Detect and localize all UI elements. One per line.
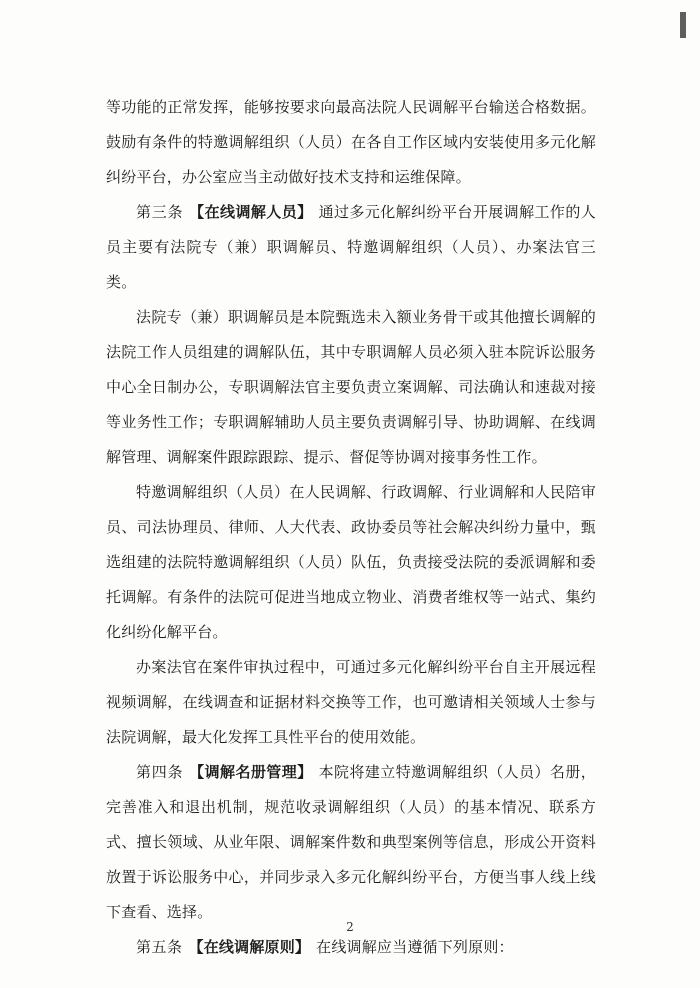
paragraph-article-5 [106,930,596,965]
paragraph-court-mediators: 法院专（兼）职调解员是本院甄选未入额业务骨干或其他擅长调解的法院工作人员组建的调解队伍，其中专职调解人员必须入驻本院诉讼服务中心全日制办公，专职调解法官主要负责立案调解、司法确认和速裁对接等业务性工作；专职调解辅助人员主要负责调解引导、协助调解、在线调解管理、调解案件跟踪跟踪、提示、督促等协调对接事务性工作。 [106,308,596,466]
paragraph-1: 等功能的正常发挥，能够按要求向最高法院人民调解平台输送合格数据。鼓励有条件的特邀调解组织（人员）在各自工作区域内安装使用多元化解纠纷平台，办公室应当主动做好技术支持和运维保障。 [106,98,596,186]
article-4-title: 【调解名册管理】 [189,763,313,781]
article-3-text: 通过多元化解纠纷平台开展调解工作的人员主要有法院专（兼）职调解员、特邀调解组织（人员）、办案法官三类。 [106,203,596,291]
document-body [106,90,596,965]
paragraph-article-4 [106,755,596,930]
paragraph-invited-mediators: 特邀调解组织（人员）在人民调解、行政调解、行业调解和人民陪审员、司法协理员、律师、人大代表、政协委员等社会解决纠纷力量中，甄选组建的法院特邀调解组织（人员）队伍，负责接受法院的委派调解和委托调解。有条件的法院可促进当地成立物业、消费者维权等一站式、集约化纠纷化解平台。 [106,483,596,641]
article-5-text: 在线调解应当遵循下列原则： [316,938,514,956]
article-3-title: 【在线调解人员】 [189,203,313,221]
article-3-label: 第三条 [136,203,184,221]
article-5-label: 第五条 [136,938,183,956]
paragraph-case-judges: 办案法官在案件审执过程中，可通过多元化解纠纷平台自主开展远程视频调解，在线调查和证据材料交换等工作，也可邀请相关领域人士参与法院调解，最大化发挥工具性平台的使用效能。 [106,658,596,746]
article-4-text: 本院将建立特邀调解组织（人员）名册，完善准入和退出机制，规范收录调解组织（人员）的基本情况、联系方式、擅长领域、从业年限、调解案件数和典型案例等信息，形成公开资料放置于诉讼服务中心，并同步录入多元化解纠纷平台，方便当事人线上线下查看、选择。 [106,763,596,921]
page-number: 2 [346,920,354,934]
scan-artifact [680,12,686,38]
article-5-title: 【在线调解原则】 [188,938,311,956]
paragraph-article-3 [106,195,596,300]
article-4-label: 第四条 [136,763,184,781]
